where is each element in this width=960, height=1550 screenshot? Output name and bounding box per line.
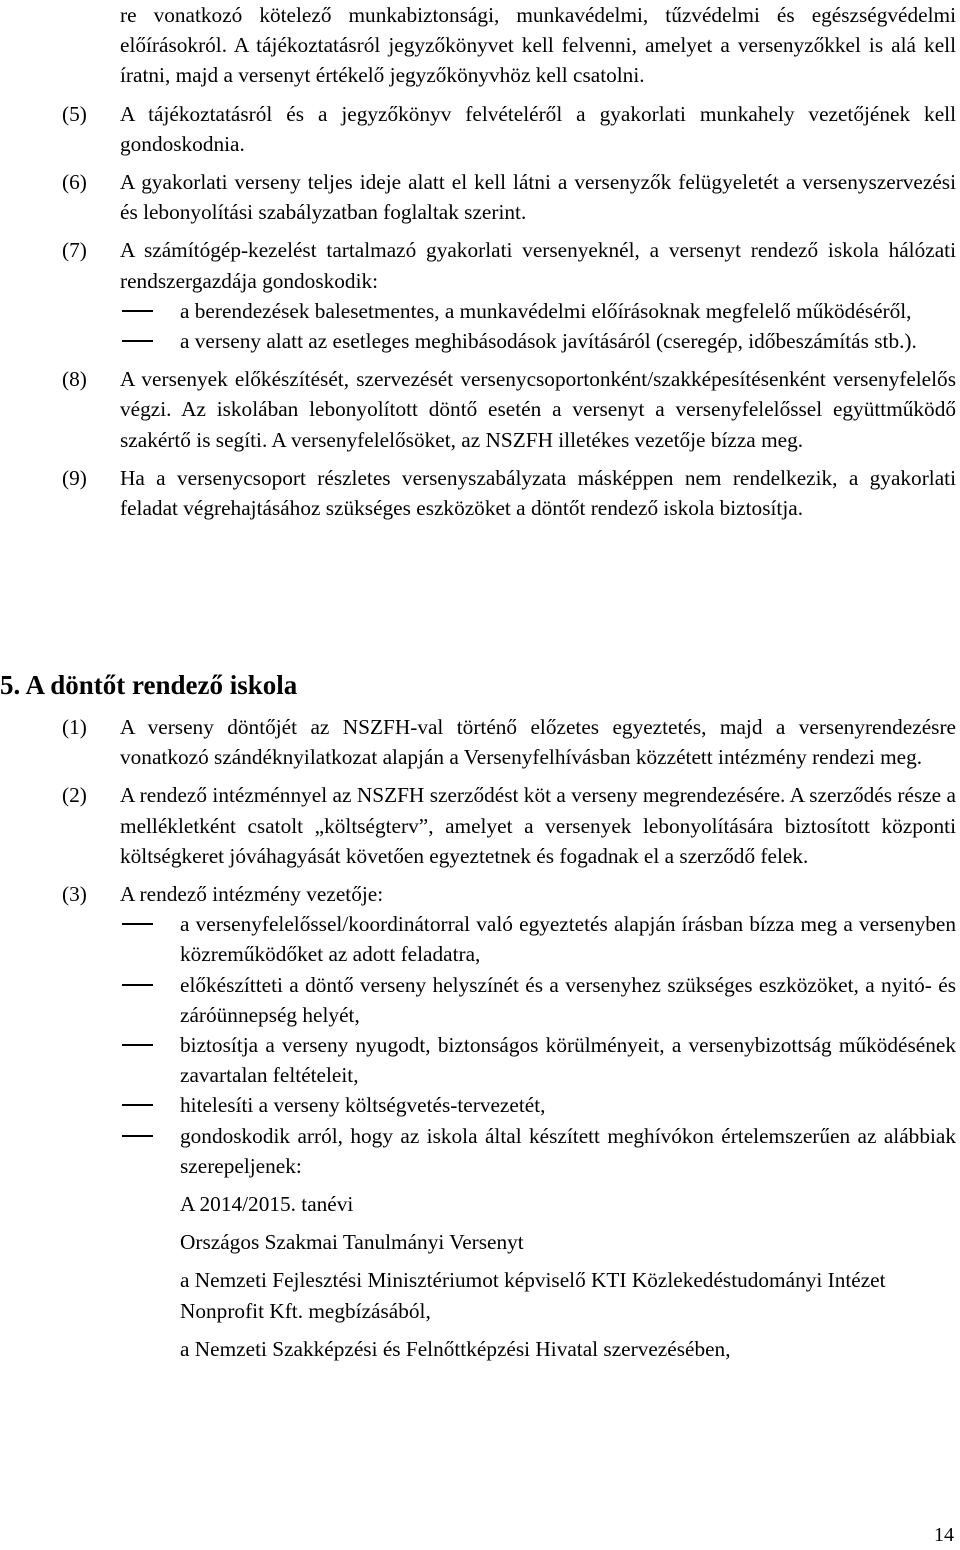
dash-bullet-icon xyxy=(122,1044,153,1046)
list-item xyxy=(180,909,956,969)
item-text: A tájékoztatásról és a jegyzőkönyv felvételéről a gyakorlati munkahely vezetőjének kell gondoskodnia. xyxy=(120,101,956,156)
item-number: (7) xyxy=(62,238,87,263)
item-text: A rendező intézménnyel az NSZFH szerződést köt a verseny megrendezésére. A szerződés része a mellékletként csatolt „költségterv”, amelyet a versenyek lebonyolítására biztosított központi költségkeret jóváhagyását követően egyeztetnek és fogadnak el a szerződő felek. xyxy=(120,783,956,868)
item-number: (5) xyxy=(62,101,87,126)
list-item xyxy=(180,296,956,326)
list-item xyxy=(180,1030,956,1090)
item-number: (3) xyxy=(62,882,87,907)
item-number: (9) xyxy=(62,465,87,490)
section-heading: 5. A döntőt rendező iskola xyxy=(0,670,298,700)
list-item xyxy=(180,326,956,356)
item-number: (1) xyxy=(62,715,87,739)
item-number: (8) xyxy=(62,367,87,392)
list-item-text: a berendezések balesetmentes, a munkavédelmi előírásoknak megfelelő működéséről, xyxy=(180,298,912,323)
item-6 xyxy=(62,167,956,227)
section-4-continued xyxy=(62,0,956,531)
list-item xyxy=(180,970,956,1030)
page-number: 14 xyxy=(934,1524,954,1546)
dash-list xyxy=(62,296,956,356)
item-text: A verseny döntőjét az NSZFH-val történő előzetes egyeztetés, majd a versenyrendezésre vonatkozó szándéknyilatkozat alapján a Versenyfelhívásban közzétett intézmény rendezi meg. xyxy=(120,715,956,770)
section-5 xyxy=(62,712,956,1372)
dash-bullet-icon xyxy=(122,923,153,925)
item-text: A gyakorlati verseny teljes ideje alatt el kell látni a versenyzők felügyeletét a versenyszervezési és lebonyolítási szabályzatban foglaltak szerint. xyxy=(120,170,956,225)
list-item-text: biztosítja a verseny nyugodt, biztonságos körülményeit, a versenybizottság működésének zavartalan feltételeit, xyxy=(180,1033,956,1088)
item-9 xyxy=(62,463,956,523)
dash-bullet-icon xyxy=(122,1135,153,1137)
invitation-line: Országos Szakmai Tanulmányi Versenyt xyxy=(180,1230,524,1255)
dash-bullet-icon xyxy=(122,310,153,312)
invitation-line: A 2014/2015. tanévi xyxy=(180,1192,354,1217)
invitation-line: a Nemzeti Fejlesztési Minisztériumot képviselő KTI Közlekedéstudományi Intézet Nonprofit Kft. megbízásából, xyxy=(180,1268,886,1323)
dash-bullet-icon xyxy=(122,984,153,986)
dash-bullet-icon xyxy=(122,1104,153,1106)
item-5 xyxy=(62,99,956,159)
item-text: Ha a versenycsoport részletes versenyszabályzata másképpen nem rendelkezik, a gyakorlati feladat végrehajtásához szükséges eszközöket a döntőt rendező iskola biztosítja. xyxy=(120,465,956,521)
list-item-text: gondoskodik arról, hogy az iskola által készített meghívókon értelemszerűen az alábbiak szerepeljenek: xyxy=(180,1123,956,1178)
item-text: A számítógép-kezelést tartalmazó gyakorlati versenyeknél, a versenyt rendező iskola hálózati rendszergazdája gondoskodik: xyxy=(120,238,956,293)
list-item-text: a verseny alatt az esetleges meghibásodások javításáról (cseregép, időbeszámítás stb.). xyxy=(180,329,917,354)
item-text: A versenyek előkészítését, szervezését versenycsoportonként/szakképesítésenként versenyfelelős végzi. Az iskolában lebonyolított döntő esetén a versenyt a versenyfelelőssel együttműködő szakértő is segíti. A versenyfelelősöket, az NSZFH illetékes vezetője bízza meg. xyxy=(120,367,956,452)
section-item-1 xyxy=(62,712,956,772)
section-item-3 xyxy=(62,879,956,1364)
item-8 xyxy=(62,364,956,455)
item-7 xyxy=(62,235,956,356)
list-item-text: a versenyfelelőssel/koordinátorral való egyeztetés alapján írásban bízza meg a versenyben közreműködőket az adott feladatra, xyxy=(180,912,956,967)
list-item-text: előkészítteti a döntő verseny helyszínét és a versenyhez szükséges eszközöket, a nyitó- és záróünnepség helyét, xyxy=(180,972,956,1027)
item-number: (2) xyxy=(62,783,87,808)
dash-bullet-icon xyxy=(122,340,153,342)
dash-list xyxy=(62,909,956,1181)
item-text: A rendező intézmény vezetője: xyxy=(120,882,384,907)
item-number: (6) xyxy=(62,170,87,195)
list-item xyxy=(180,1090,956,1120)
continuation-text: re vonatkozó kötelező munkabiztonsági, munkavédelmi, tűzvédelmi és egészségvédelmi előírásokról. A tájékoztatásról jegyzőkönyvet kell felvenni, amelyet a versenyzőkkel is alá kell íratni, majd a versenyt értékelő jegyzőkönyvhöz kell csatolni. xyxy=(120,3,956,88)
list-item xyxy=(180,1121,956,1181)
invitation-line: a Nemzeti Szakképzési és Felnőttképzési Hivatal szervezésében, xyxy=(180,1336,731,1361)
paragraph-continuation xyxy=(62,0,956,91)
list-item-text: hitelesíti a verseny költségvetés-tervezetét, xyxy=(180,1093,546,1118)
section-item-2 xyxy=(62,780,956,871)
